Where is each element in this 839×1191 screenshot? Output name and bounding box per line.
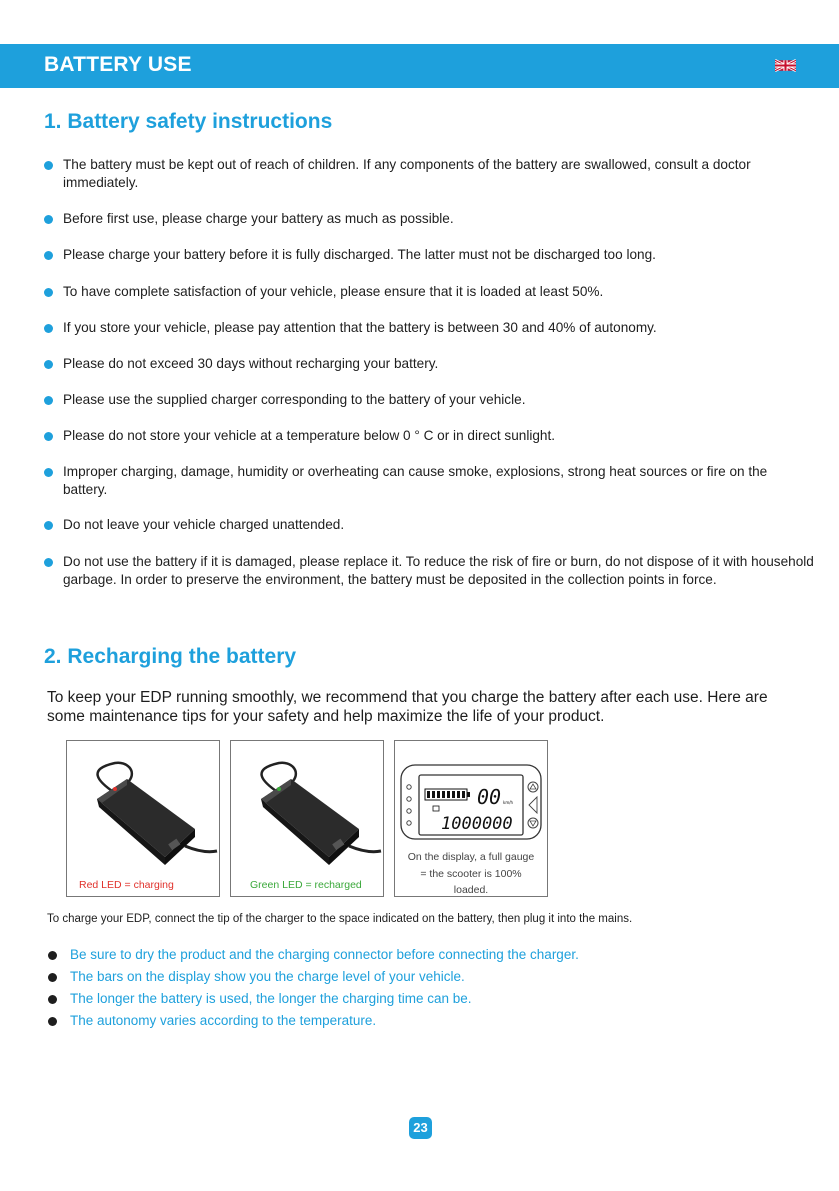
bullet-icon — [44, 324, 53, 333]
bullet-icon — [44, 432, 53, 441]
list-item: The autonomy varies according to the temperature. — [48, 1012, 376, 1030]
speed-unit: km/h — [503, 800, 514, 805]
intro-paragraph: To keep your EDP running smoothly, we recommend that you charge the battery after each use. Here are some maintenance tips for your safety and help maximize the life of your product. — [47, 689, 768, 725]
display-figure — [394, 740, 548, 897]
charger-illustration — [67, 741, 219, 881]
page-number: 23 — [409, 1117, 432, 1139]
odometer-readout: 1000000 — [441, 814, 513, 834]
list-item: Please use the supplied charger corresponding to the battery of your vehicle. — [44, 391, 815, 409]
list-item: Be sure to dry the product and the charging connector before connecting the charger. — [48, 946, 579, 964]
charger-green-figure — [230, 740, 384, 897]
battery-gauge-icon — [425, 789, 470, 800]
section-title-recharging: 2. Recharging the battery — [44, 645, 297, 668]
display-caption: On the display, a full gauge = the scooter is 100% loaded. — [407, 851, 535, 896]
bullet-icon — [44, 558, 53, 567]
list-item: To have complete satisfaction of your vehicle, please ensure that it is loaded at least 50%. — [44, 283, 815, 301]
list-item: Before first use, please charge your battery as much as possible. — [44, 210, 815, 228]
bullet-icon — [44, 288, 53, 297]
charger-illustration — [231, 741, 383, 881]
section-title-safety: 1. Battery safety instructions — [44, 110, 333, 133]
bullet-icon — [48, 1017, 57, 1026]
list-item: The battery must be kept out of reach of children. If any components of the battery are swallowed, consult a doctor immediately. — [44, 156, 815, 192]
list-item: Do not leave your vehicle charged unattended. — [44, 516, 815, 534]
list-item: Please do not store your vehicle at a temperature below 0 ° C or in direct sunlight. — [44, 427, 815, 445]
uk-flag-icon — [775, 58, 796, 73]
list-item: If you store your vehicle, please pay attention that the battery is between 30 and 40% of autonomy. — [44, 319, 815, 337]
lcd-display-illustration — [395, 741, 547, 841]
page-title: BATTERY USE — [44, 53, 192, 76]
red-led-caption: Red LED = charging — [79, 879, 174, 891]
bullet-icon — [48, 973, 57, 982]
speed-readout: 00 — [477, 785, 502, 809]
bullet-icon — [44, 360, 53, 369]
list-item: Please do not exceed 30 days without recharging your battery. — [44, 355, 815, 373]
list-item: The bars on the display show you the charge level of your vehicle. — [48, 968, 465, 986]
bullet-icon — [44, 521, 53, 530]
bullet-icon — [44, 161, 53, 170]
bullet-icon — [44, 468, 53, 477]
charging-instruction: To charge your EDP, connect the tip of the charger to the space indicated on the battery, then plug it into the mains. — [47, 913, 633, 925]
bullet-icon — [44, 215, 53, 224]
list-item: Please charge your battery before it is fully discharged. The latter must not be discharged too long. — [44, 246, 815, 264]
header-band — [0, 44, 839, 88]
bullet-icon — [44, 251, 53, 260]
list-item: Do not use the battery if it is damaged, please replace it. To reduce the risk of fire or burn, do not dispose of it with household garbage. In order to preserve the environment, the battery must be deposited in the collection points in force. — [44, 553, 815, 589]
bullet-icon — [48, 995, 57, 1004]
list-item: Improper charging, damage, humidity or overheating can cause smoke, explosions, strong heat sources or fire on the battery. — [44, 463, 815, 499]
bullet-icon — [44, 396, 53, 405]
charger-red-figure — [66, 740, 220, 897]
list-item: The longer the battery is used, the longer the charging time can be. — [48, 990, 472, 1008]
bullet-icon — [48, 951, 57, 960]
green-led-caption: Green LED = recharged — [250, 879, 362, 891]
